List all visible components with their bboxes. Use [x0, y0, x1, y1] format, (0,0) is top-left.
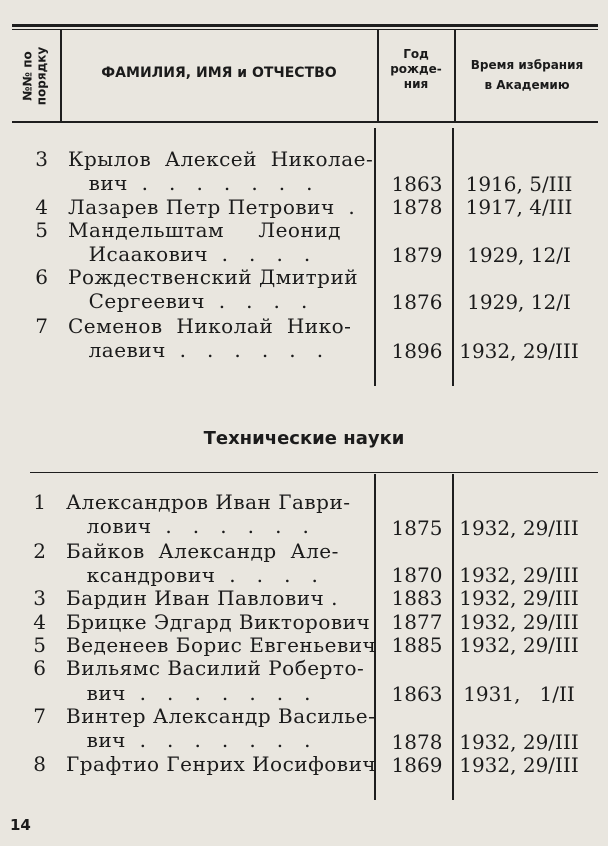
row-birth-year: 1863 — [391, 172, 443, 196]
row-number: 8 — [33, 752, 46, 776]
row-birth-year: 1869 — [391, 753, 443, 777]
row-election-date: 1932, 29/III — [459, 516, 579, 540]
row-number: 7 — [35, 314, 48, 338]
row-number: 5 — [33, 633, 46, 657]
row-birth-year: 1878 — [391, 195, 443, 219]
row-birth-year: 1885 — [391, 633, 443, 657]
header-number-column — [14, 36, 54, 116]
row-election-date: 1917, 4/III — [465, 195, 573, 219]
row-birth-year: 1877 — [391, 610, 443, 634]
row-election-date: 1932, 29/III — [459, 730, 579, 754]
row-birth-year: 1879 — [391, 243, 443, 267]
top-rule-thin — [12, 29, 598, 30]
row-election-date: 1932, 29/III — [459, 753, 579, 777]
row-number: 2 — [33, 539, 46, 563]
header-name-label: ФАМИЛИЯ, ИМЯ и ОТЧЕСТВО — [101, 65, 337, 81]
row-birth-year: 1875 — [391, 516, 443, 540]
row-name-line: Вильямс Василий Роберто- — [66, 656, 365, 680]
row-name-line: Сергеевич . . . . — [68, 289, 308, 313]
body-top-divider-1 — [374, 128, 376, 386]
row-number: 6 — [33, 656, 46, 680]
header-date-label: Время избрания в Академию — [470, 58, 584, 92]
header-divider-3 — [454, 30, 456, 122]
row-birth-year: 1870 — [391, 563, 443, 587]
row-number: 4 — [35, 195, 48, 219]
row-birth-year: 1896 — [391, 339, 443, 363]
row-election-date: 1932, 29/III — [459, 610, 579, 634]
row-election-date: 1932, 29/III — [459, 339, 579, 363]
row-name-line: Винтер Александр Васильe- — [66, 704, 376, 728]
row-name-line: вич . . . . . . . — [68, 171, 314, 195]
row-election-date: 1932, 29/III — [459, 633, 579, 657]
row-number: 5 — [35, 218, 48, 242]
section-top-rule — [30, 472, 598, 473]
row-name-line: лаевич . . . . . . — [68, 338, 324, 362]
top-rule — [12, 24, 598, 27]
row-name-line: Лазарев Петр Петрович . — [68, 195, 356, 219]
row-name-line: ксандрович . . . . — [66, 563, 319, 587]
row-name-line: Семенов Николай Нико- — [68, 314, 352, 338]
row-name-line: Графтио Генрих Иосифович — [66, 752, 377, 776]
row-name-line: вич . . . . . . . — [66, 681, 312, 705]
row-number: 6 — [35, 265, 48, 289]
header-bottom-rule — [12, 121, 598, 123]
row-election-date: 1932, 29/III — [459, 563, 579, 587]
row-name-line: Мандельштам Леонид — [68, 218, 341, 242]
row-number: 3 — [33, 586, 46, 610]
row-number: 1 — [33, 490, 46, 514]
row-name-line: вич . . . . . . . — [66, 728, 312, 752]
row-birth-year: 1883 — [391, 586, 443, 610]
header-number-label: №№ по порядку — [20, 46, 48, 106]
row-election-date: 1931, 1/II — [463, 682, 575, 706]
row-number: 3 — [35, 147, 48, 171]
row-name-line: Веденеев Борис Евгеньевич — [66, 633, 377, 657]
row-name-line: Крылов Алексей Николае- — [68, 147, 374, 171]
row-election-date: 1929, 12/I — [467, 243, 571, 267]
header-divider-1 — [60, 30, 62, 122]
row-birth-year: 1878 — [391, 730, 443, 754]
row-election-date: 1932, 29/III — [459, 586, 579, 610]
header-year-label: Год рожде- ния — [390, 47, 442, 91]
row-birth-year: 1876 — [391, 290, 443, 314]
section-title: Технические науки — [203, 428, 405, 449]
row-number: 7 — [33, 704, 46, 728]
row-name-line: лович . . . . . . — [66, 514, 310, 538]
header-divider-2 — [377, 30, 379, 122]
row-name-line: Брицке Эдгард Викторович — [66, 610, 371, 634]
row-name-line: Рождественский Дмитрий — [68, 265, 359, 289]
row-election-date: 1916, 5/III — [465, 172, 573, 196]
page-number: 14 — [10, 816, 31, 834]
row-number: 4 — [33, 610, 46, 634]
row-name-line: Исаакович . . . . — [68, 242, 311, 266]
row-name-line: Александров Иван Гаври- — [66, 490, 351, 514]
row-name-line: Байков Александр Але- — [66, 539, 339, 563]
row-name-line: Бардин Иван Павлович . — [66, 586, 338, 610]
row-birth-year: 1863 — [391, 682, 443, 706]
row-election-date: 1929, 12/I — [467, 290, 571, 314]
